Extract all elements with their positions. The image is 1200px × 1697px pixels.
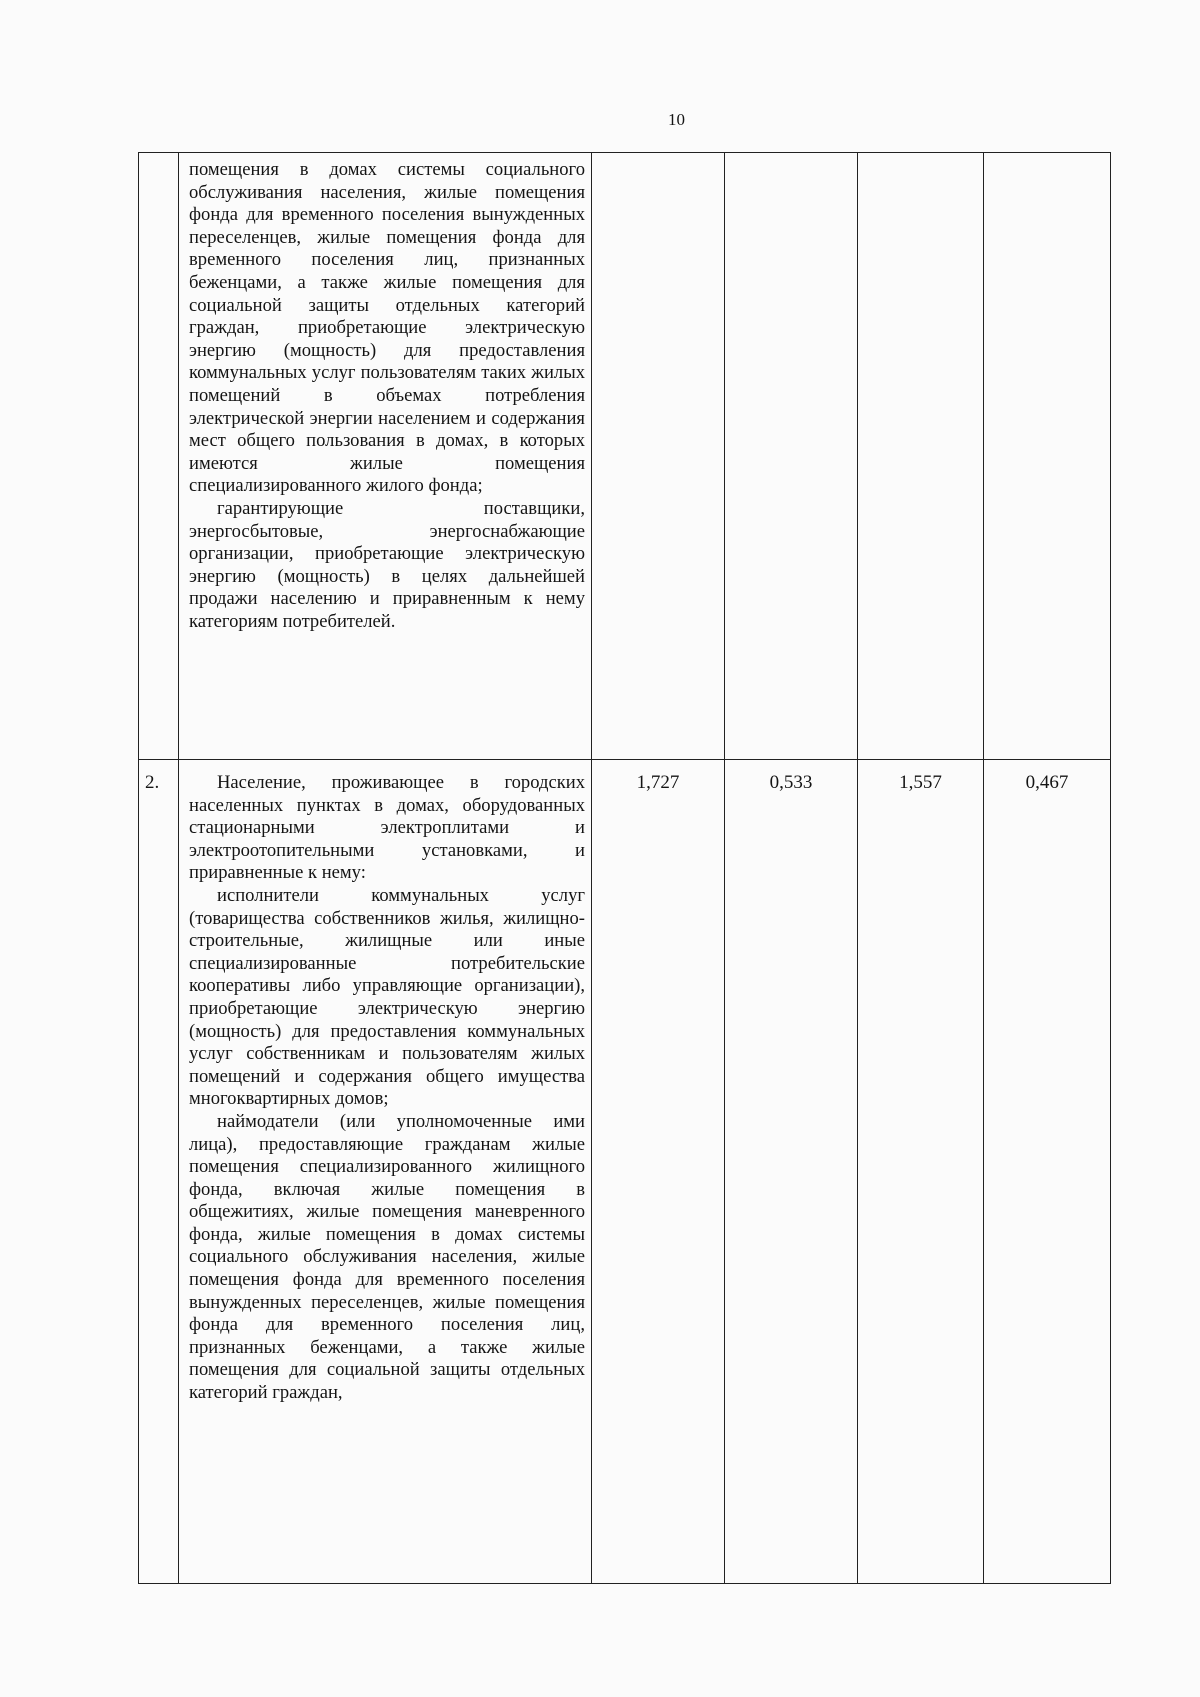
value-cell-4: 0,467 xyxy=(984,760,1111,1584)
value-cell-3: 1,557 xyxy=(858,760,984,1584)
tariff-table xyxy=(138,152,1111,1584)
row-number-cell: 2. xyxy=(139,760,179,1584)
description-paragraph: гарантирующие поставщики, энергосбытовые, энергоснабжающие организации, приобретающие электрическую энергию (мощность) в целях дальнейшей продажи населению и приравненным к нему категориям потребителей. xyxy=(189,497,585,632)
page-number: 10 xyxy=(668,110,685,129)
description-paragraph: исполнители коммунальных услуг (товарищества собственников жилья, жилищно-строительные, жилищные или иные специализированные потребительские кооперативы либо управляющие организации), приобретающие электрическую энергию (мощность) для предоставления коммунальных услуг собственникам и пользователям жилых помещений и содержания общего имущества многоквартирных домов; xyxy=(189,884,585,1110)
value-cell-1: 1,727 xyxy=(592,760,725,1584)
row-number-cell xyxy=(139,153,179,760)
description-paragraph: Население, проживающее в городских населенных пунктах в домах, оборудованных стационарными электроплитами и электроотопительными установками, и приравненные к нему: xyxy=(189,772,585,884)
value-cell-4 xyxy=(984,153,1111,760)
value-cell-3 xyxy=(858,153,984,760)
table-row-continuation xyxy=(139,153,1111,760)
row-description-cell xyxy=(179,760,592,1584)
table-row-2 xyxy=(139,760,1111,1584)
description-paragraph: наймодатели (или уполномоченные ими лица), предоставляющие гражданам жилые помещения специализированного жилищного фонда, включая жилые помещения в общежитиях, жилые помещения маневренного фонда, жилые помещения в домах системы социального обслуживания населения, жилые помещения фонда для временного поселения вынужденных переселенцев, жилые помещения фонда для временного поселения лиц, признанных беженцами, а также жилые помещения для социальной защиты отдельных категорий граждан, xyxy=(189,1110,585,1404)
description-paragraph: помещения в домах системы социального обслуживания населения, жилые помещения фонда для временного поселения вынужденных переселенцев, жилые помещения фонда для временного поселения лиц, признанных беженцами, а также жилые помещения для социальной защиты отдельных категорий граждан, приобретающие электрическую энергию (мощность) для предоставления коммунальных услуг пользователям таких жилых помещений в объемах потребления электрической энергии населением и содержания мест общего пользования в домах, в которых имеются жилые помещения специализированного жилого фонда; xyxy=(189,159,585,497)
value-cell-1 xyxy=(592,153,725,760)
row-description-cell xyxy=(179,153,592,760)
value-cell-2 xyxy=(725,153,858,760)
value-cell-2: 0,533 xyxy=(725,760,858,1584)
